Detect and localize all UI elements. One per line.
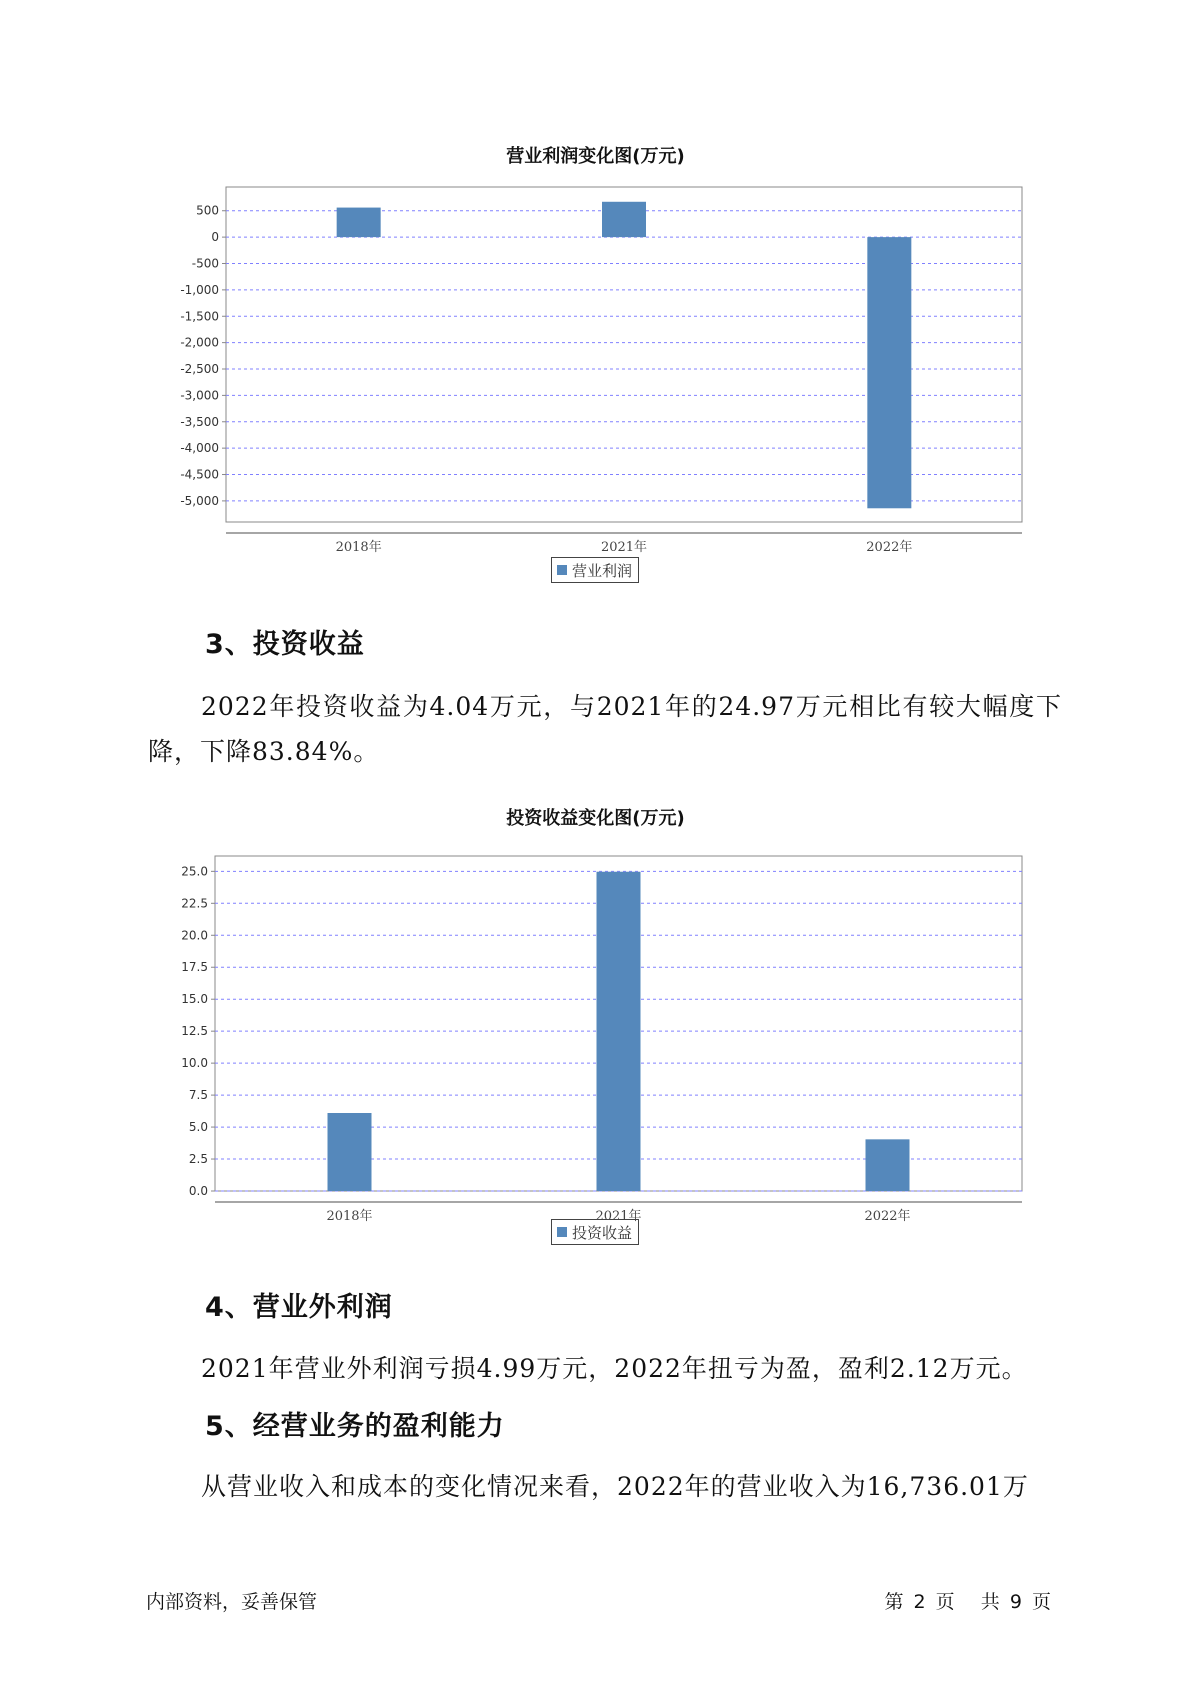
bar-2021年 bbox=[597, 872, 641, 1191]
chart1-title: 营业利润变化图(万元) bbox=[506, 146, 685, 167]
legend-label: 投资收益 bbox=[572, 1223, 633, 1242]
y-tick-label: 17.5 bbox=[181, 960, 208, 975]
y-tick-label: 25.0 bbox=[181, 864, 208, 879]
chart2-title: 投资收益变化图(万元) bbox=[506, 808, 685, 829]
legend-swatch bbox=[557, 565, 567, 575]
section3-heading: 3、投资收益 bbox=[205, 629, 365, 660]
page-mid: 页 bbox=[935, 1591, 957, 1613]
y-tick-label: -1,000 bbox=[180, 282, 219, 297]
y-tick-label: 5.0 bbox=[188, 1120, 208, 1135]
section5-heading: 5、经营业务的盈利能力 bbox=[205, 1411, 505, 1442]
y-tick-label: -2,000 bbox=[180, 335, 219, 350]
y-tick-label: -500 bbox=[191, 256, 219, 271]
x-tick-label: 2021年 bbox=[595, 1209, 642, 1224]
legend-swatch bbox=[557, 1227, 567, 1237]
x-tick-label: 2018年 bbox=[326, 1209, 373, 1224]
y-tick-label: 2.5 bbox=[188, 1152, 208, 1167]
y-tick-label: -2,500 bbox=[180, 362, 219, 377]
section4-paragraph: 2021年营业外利润亏损4.99万元，2022年扭亏为盈，盈利2.12万元。 bbox=[201, 1354, 1028, 1383]
y-tick-label: 20.0 bbox=[181, 928, 208, 943]
bar-2021年 bbox=[602, 202, 646, 237]
y-tick-label: 0 bbox=[211, 230, 219, 245]
page-current: 2 bbox=[913, 1591, 928, 1613]
page-prefix: 第 bbox=[884, 1591, 906, 1613]
total-suffix: 页 bbox=[1031, 1591, 1053, 1613]
section5-paragraph: 从营业收入和成本的变化情况来看，2022年的营业收入为16,736.01万 bbox=[201, 1472, 1029, 1501]
x-tick-label: 2021年 bbox=[600, 540, 648, 555]
page-total: 9 bbox=[1009, 1591, 1024, 1613]
y-tick-label: -5,000 bbox=[180, 493, 219, 508]
y-tick-label: -4,000 bbox=[180, 441, 219, 456]
x-tick-label: 2022年 bbox=[866, 540, 913, 555]
bar-2022年 bbox=[867, 237, 911, 508]
x-tick-label: 2022年 bbox=[864, 1209, 911, 1224]
bar-2018年 bbox=[328, 1113, 372, 1191]
y-tick-label: -3,000 bbox=[180, 388, 219, 403]
y-tick-label: 12.5 bbox=[181, 1024, 208, 1039]
page-indicator bbox=[884, 1587, 1053, 1614]
chart2-legend bbox=[551, 1219, 639, 1245]
y-tick-label: 7.5 bbox=[188, 1088, 208, 1103]
total-prefix: 共 bbox=[980, 1591, 1002, 1613]
operating-profit-chart bbox=[0, 170, 1191, 555]
y-tick-label: 15.0 bbox=[181, 992, 208, 1007]
bar-2018年 bbox=[337, 208, 381, 238]
footer-note: 内部资料，妥善保管 bbox=[146, 1591, 318, 1613]
y-tick-label: 22.5 bbox=[181, 896, 208, 911]
section3-paragraph: 2022年投资收益为4.04万元，与2021年的24.97万元相比有较大幅度下降，下降83.84%。 bbox=[148, 692, 1062, 766]
chart1-legend bbox=[551, 557, 639, 583]
y-tick-label: 10.0 bbox=[181, 1056, 208, 1071]
y-tick-label: -3,500 bbox=[180, 414, 219, 429]
y-tick-label: -1,500 bbox=[180, 309, 219, 324]
x-tick-label: 2018年 bbox=[335, 540, 382, 555]
legend-label: 营业利润 bbox=[572, 561, 633, 580]
investment-income-chart bbox=[0, 832, 1191, 1224]
section4-heading: 4、营业外利润 bbox=[205, 1292, 393, 1323]
y-tick-label: 500 bbox=[196, 203, 219, 218]
y-tick-label: 0.0 bbox=[188, 1184, 208, 1198]
bar-2022年 bbox=[866, 1139, 910, 1191]
y-tick-label: -4,500 bbox=[180, 467, 219, 482]
